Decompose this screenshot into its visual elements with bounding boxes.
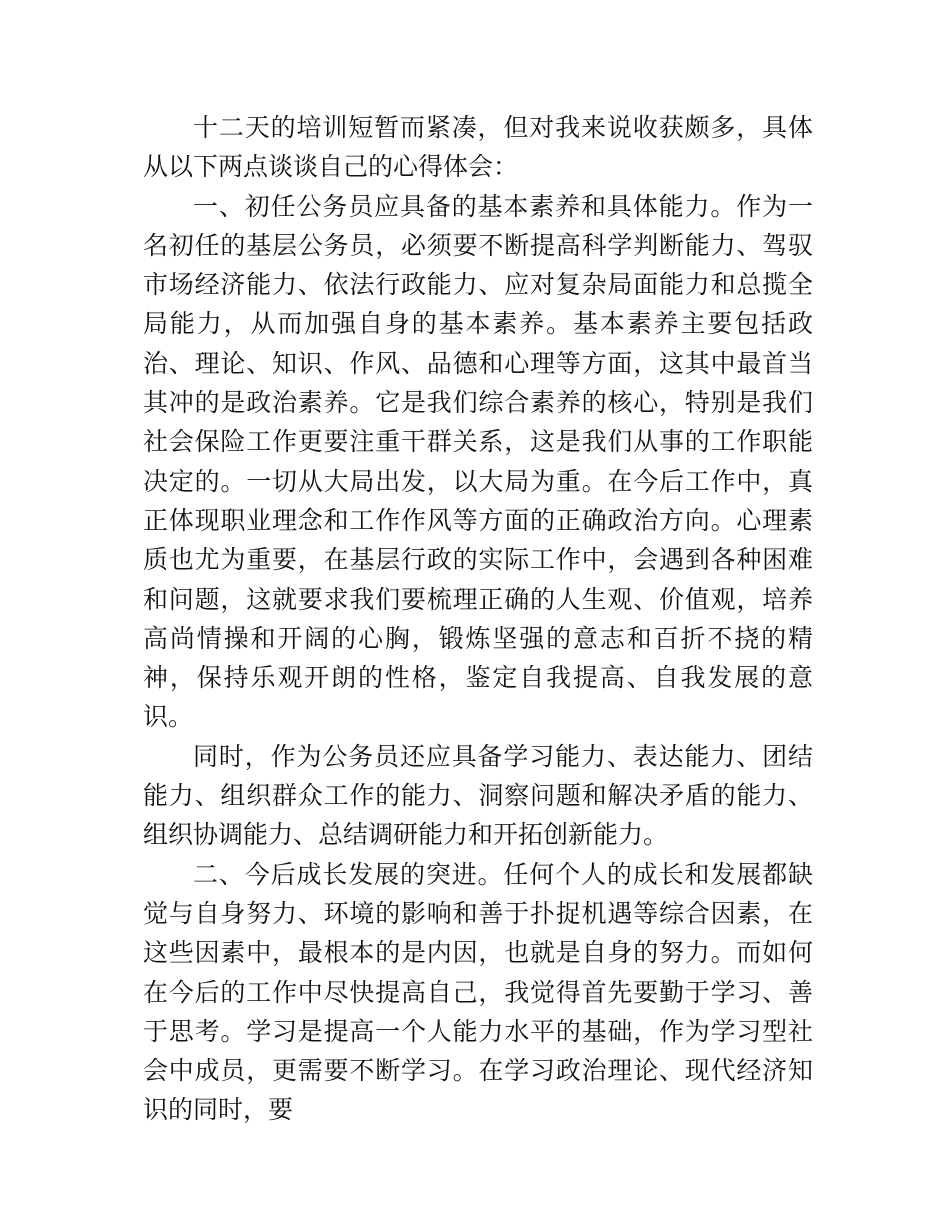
paragraph-section-one: 一、初任公务员应具备的基本素养和具体能力。作为一名初任的基层公务员，必须要不断提高科学判断能力、驾驭市场经济能力、依法行政能力、应对复杂局面能力和总揽全局能力，从而加强自身的基本素养。基本素养主要包括政治、理论、知识、作风、品德和心理等方面，这其中最首当其冲的是政治素养。它是我们综合素养的核心，特别是我们社会保险工作更要注重干群关系，这是我们从事的工作职能决定的。一切从大局出发，以大局为重。在今后工作中，真正体现职业理念和工作作风等方面的正确政治方向。心理素质也尤为重要，在基层行政的实际工作中，会遇到各种困难和问题，这就要求我们要梳理正确的人生观、价值观，培养高尚情操和开阔的心胸，锻炼坚强的意志和百折不挠的精神，保持乐观开朗的性格，鉴定自我提高、自我发展的意识。 (143, 191, 813, 732)
paragraph-abilities: 同时，作为公务员还应具备学习能力、表达能力、团结能力、组织群众工作的能力、洞察问题和解决矛盾的能力、组织协调能力、总结调研能力和开拓创新能力。 (143, 741, 813, 850)
paragraph-intro: 十二天的培训短暂而紧凑，但对我来说收获颇多，具体从以下两点谈谈自己的心得体会： (143, 113, 813, 182)
document-body (143, 108, 813, 1130)
paragraph-section-two: 二、今后成长发展的突进。任何个人的成长和发展都缺觉与自身努力、环境的影响和善于扑捉机遇等综合因素，在这些因素中，最根本的是内因，也就是自身的努力。而如何在今后的工作中尽快提高自己，我觉得首先要勤于学习、善于思考。学习是提高一个人能力水平的基础，作为学习型社会中成员，更需要不断学习。在学习政治理论、现代经济知识的同时，要 (143, 859, 813, 1125)
